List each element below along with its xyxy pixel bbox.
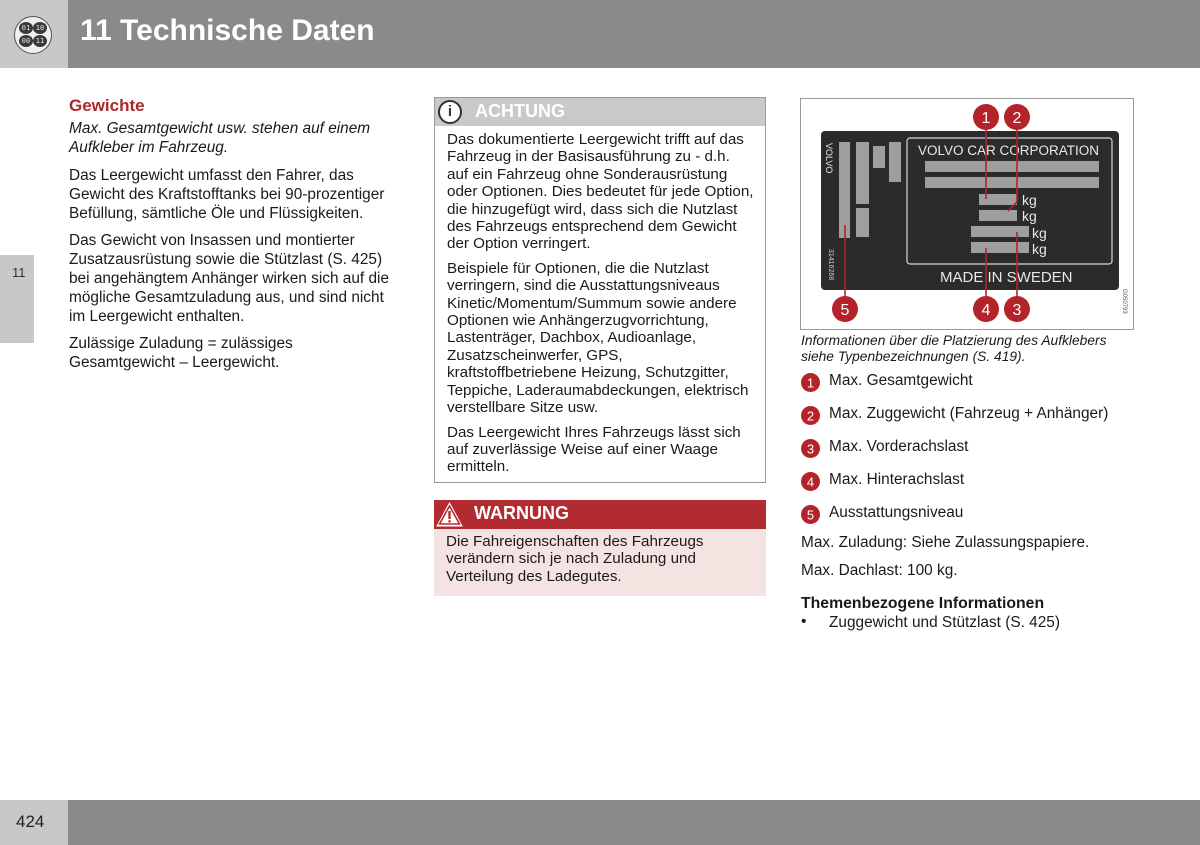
callout-number: 2: [1012, 110, 1022, 127]
weights-section: [69, 95, 399, 380]
svg-text:2: 2: [806, 408, 815, 424]
sticker-unit: kg: [1032, 241, 1047, 257]
related-topic-label: Zuggewicht und Stützlast (S. 425): [829, 614, 1060, 631]
legend-label: Max. Gesamtgewicht: [829, 372, 973, 389]
warning-box: [434, 500, 766, 596]
page-number-box: [0, 800, 68, 845]
svg-text:4: 4: [806, 474, 815, 490]
max-roof-load-text: Max. Dachlast: 100 kg.: [801, 562, 958, 579]
number-badge-icon: [801, 406, 820, 425]
sticker-unit: kg: [1032, 225, 1047, 241]
figure-caption: Informationen über die Platzierung des Aufklebers siehe Typenbezeichnungen (S. 419).: [801, 333, 1107, 364]
paragraph-payload: Zulässige Zuladung = zulässiges Gesamtgewicht – Leergewicht.: [69, 335, 293, 371]
sticker-unit: kg: [1022, 208, 1037, 224]
legend-label: Ausstattungsniveau: [829, 504, 964, 521]
max-payload-text: Max. Zuladung: Siehe Zulassungspapiere.: [801, 534, 1090, 551]
figure-code: G050793: [1121, 289, 1127, 314]
sticker-illustration: [801, 99, 1133, 329]
attention-paragraph: Das dokumentierte Leergewicht trifft auf das Fahrzeug in der Basisausführung zu - d.h. auf ein Fahrzeug ohne Sonderausrüstung oder Optionen. Dies bedeutet für jede Option, die hinzugefügt wird, dass sich die Nutzlast des Fahrzeugs entsprechend dem Gewicht der Option verringert.: [447, 131, 754, 253]
chapter-title: 11 Technische Daten: [80, 14, 375, 47]
number-badge-icon: [801, 373, 820, 392]
icon-digit: 00: [19, 35, 33, 47]
number-badge-icon: [801, 505, 820, 524]
icon-digit: 01: [19, 22, 33, 34]
legend-label: Max. Hinterachslast: [829, 471, 965, 488]
attention-title: ACHTUNG: [475, 101, 565, 121]
callout-legend: [801, 370, 1141, 535]
attention-paragraph: Beispiele für Optionen, die die Nutzlast verringern, sind die Ausstattungsniveaus Kinetic/Momentum/Summum sowie andere Optionen wie Anhängerzugvorrichtung, Lastenträger, Dachbox, Audioanlage, Zusatzscheinwerfer, GPS, kraftstoffbetriebene Heizung, Schutzgitter, Teppiche, Laderaumabdeckungen, elektrisch verstellbare Sitze usw.: [447, 259, 749, 417]
attention-header: [435, 98, 765, 126]
attention-box: [434, 97, 766, 483]
sticker-bar: [971, 226, 1029, 237]
svg-text:5: 5: [806, 507, 815, 523]
sticker-brand: VOLVO: [824, 143, 834, 174]
page-footer: [0, 800, 1200, 845]
sticker-unit: kg: [1022, 192, 1037, 208]
warning-title: WARNUNG: [474, 503, 569, 523]
legend-item: [801, 403, 1141, 436]
intro-text: Max. Gesamtgewicht usw. stehen auf einem Aufkleber im Fahrzeug.: [69, 120, 371, 156]
legend-item: [801, 469, 1141, 502]
legend-label: Max. Zuggewicht (Fahrzeug + Anhänger): [829, 405, 1109, 422]
related-topics-heading: Themenbezogene Informationen: [801, 595, 1045, 612]
legend-item: [801, 502, 1141, 535]
sticker-bar: [889, 142, 901, 182]
callout-number: 5: [840, 302, 850, 319]
technical-data-icon: [14, 16, 52, 54]
section-heading: Gewichte: [69, 96, 145, 115]
sticker-bar: [979, 210, 1017, 221]
sticker-made-in: MADE IN SWEDEN: [940, 269, 1073, 286]
info-icon: i: [438, 100, 462, 124]
callout-number: 1: [981, 110, 991, 127]
paragraph-curb-weight: Das Leergewicht umfasst den Fahrer, das Gewicht des Kraftstofftanks bei 90-prozentiger Befüllung, sämtliche Öle und Flüssigkeiten.: [69, 167, 385, 222]
warning-triangle-icon: [436, 501, 463, 528]
sticker-bar: [971, 242, 1029, 253]
sticker-bar: [856, 208, 869, 237]
sticker-bar: [873, 146, 885, 168]
icon-digit: 10: [33, 22, 47, 34]
legend-label: Max. Vorderachslast: [829, 438, 969, 455]
legend-item: [801, 436, 1141, 469]
attention-body: [435, 126, 765, 476]
chapter-icon-box: [0, 0, 68, 68]
sticker-serial: 31416268: [827, 249, 834, 281]
warning-header: [434, 500, 766, 529]
callout-number: 3: [1012, 302, 1022, 319]
chapter-number: 11: [12, 265, 26, 280]
sticker-bar: [856, 142, 869, 204]
attention-paragraph: Das Leergewicht Ihres Fahrzeugs lässt sich auf zuverlässige Weise auf einer Waage ermitteln.: [447, 423, 741, 476]
svg-text:3: 3: [806, 441, 815, 457]
page-header: [0, 0, 1200, 68]
callout-number: 4: [981, 302, 991, 319]
weight-sticker-figure: [800, 98, 1134, 330]
legend-item: [801, 370, 1141, 403]
number-badge-icon: [801, 472, 820, 491]
number-badge-icon: [801, 439, 820, 458]
page-number: 424: [16, 812, 45, 831]
sticker-corporation: VOLVO CAR CORPORATION: [918, 143, 1100, 158]
icon-digit: 11: [33, 35, 47, 47]
chapter-side-tab: [0, 255, 34, 343]
warning-body: [434, 529, 766, 585]
sticker-bar: [925, 161, 1099, 172]
bullet-icon: •: [801, 613, 807, 630]
warning-text: Die Fahreigenschaften des Fahrzeugs verändern sich je nach Zuladung und Verteilung des Ladegutes.: [446, 533, 704, 585]
sticker-bar: [979, 194, 1017, 205]
svg-text:1: 1: [806, 375, 815, 391]
sticker-bar: [839, 142, 850, 208]
sticker-bar: [925, 177, 1099, 188]
paragraph-occupants: Das Gewicht von Insassen und montierter Zusatzausrüstung sowie die Stützlast (S. 425) bei angehängtem Anhänger wirken sich auf die mögliche Gesamtzuladung aus, und sind nicht im Leergewicht enthalten.: [69, 232, 390, 325]
